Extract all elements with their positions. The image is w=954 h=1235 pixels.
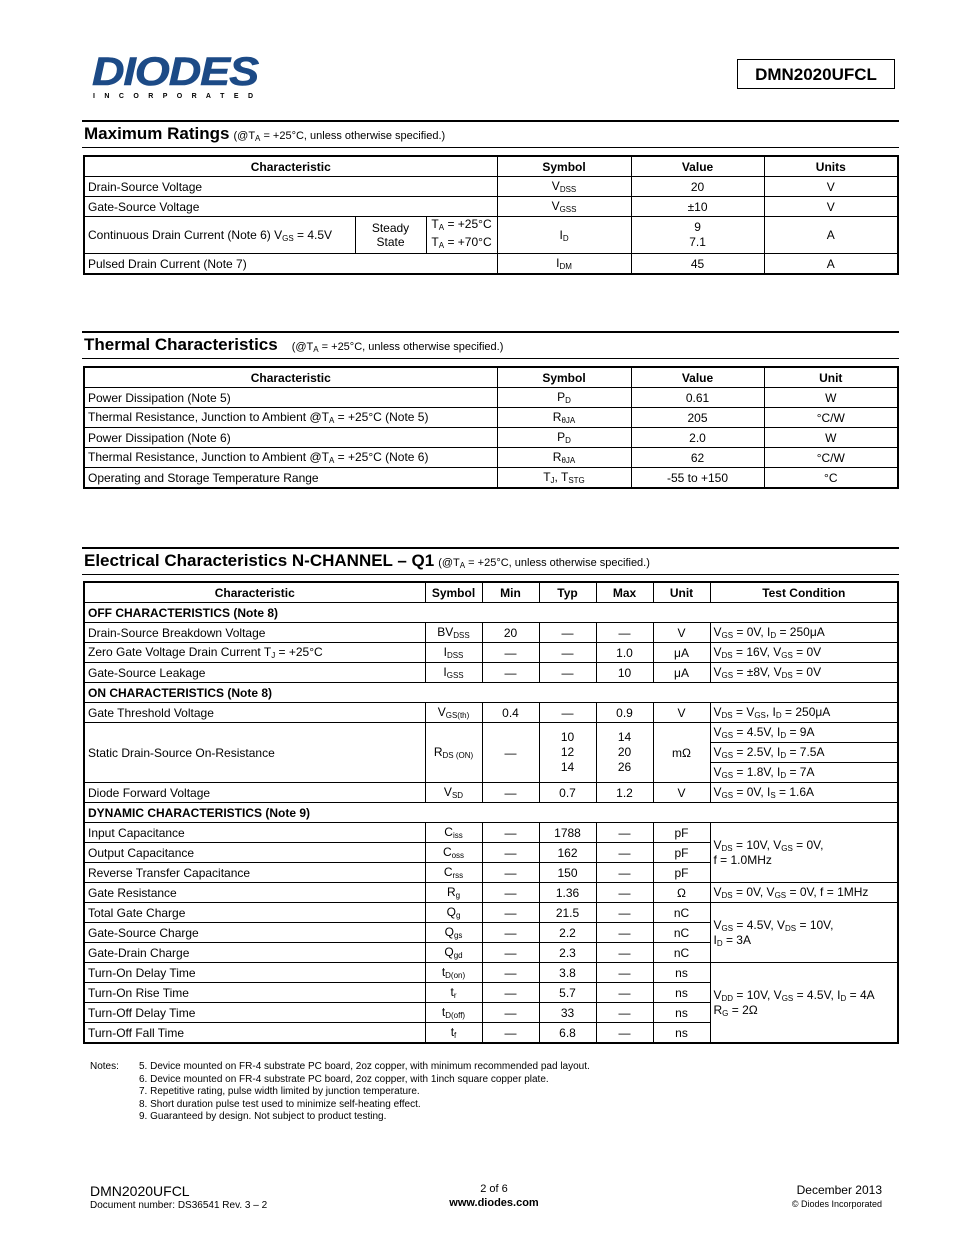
cell-value: 205 bbox=[631, 408, 764, 428]
cell-unit: °C/W bbox=[764, 408, 898, 428]
cell-symbol: $V_{GSS}$ bbox=[497, 197, 631, 217]
section-row bbox=[84, 683, 898, 703]
cell-symbol: $R_{\theta JA}$ bbox=[497, 448, 631, 468]
col-header: Characteristic bbox=[84, 367, 497, 388]
section-row bbox=[84, 803, 898, 823]
col-header: Test Condition bbox=[710, 582, 898, 603]
cell-unit: Ω bbox=[653, 883, 710, 903]
cell-unit: pF bbox=[653, 843, 710, 863]
cell-unit: ns bbox=[653, 1003, 710, 1023]
cell-unit: °C bbox=[764, 468, 898, 489]
cell-min: — bbox=[482, 903, 539, 923]
cell-min: — bbox=[482, 1023, 539, 1044]
table-row bbox=[84, 903, 898, 923]
cell-condition: $V_{GS} = 0V$, $I_D = 250\mu A$ bbox=[710, 623, 898, 643]
cell-min: — bbox=[482, 883, 539, 903]
section-title: Thermal Characteristics bbox=[84, 335, 278, 354]
cell-symbol: $V_{DSS}$ bbox=[497, 177, 631, 197]
cell-min: — bbox=[482, 923, 539, 943]
cell-symbol: $Q_{gs}$ bbox=[425, 923, 482, 943]
cell-typ: — bbox=[539, 663, 596, 683]
cell-characteristic: Turn-On Rise Time bbox=[84, 983, 425, 1003]
cell-unit: V bbox=[764, 197, 898, 217]
cell-typ: 150 bbox=[539, 863, 596, 883]
table-header-row bbox=[84, 367, 898, 388]
col-header: Unit bbox=[764, 367, 898, 388]
table-row bbox=[84, 177, 898, 197]
cell-min: — bbox=[482, 843, 539, 863]
cell-value: 9 7.1 bbox=[631, 217, 764, 254]
col-header: Symbol bbox=[425, 582, 482, 603]
on-characteristics-title: ON CHARACTERISTICS (Note 8) bbox=[84, 683, 898, 703]
cell-symbol: $t_{D(off)}$ bbox=[425, 1003, 482, 1023]
table-row bbox=[84, 723, 898, 743]
cell-unit: pF bbox=[653, 863, 710, 883]
cell-characteristic: Thermal Resistance, Junction to Ambient $@T_A = +25^\circ C$ (Note 6) bbox=[84, 448, 497, 468]
section-rule bbox=[82, 331, 899, 333]
cell-max: — bbox=[596, 843, 653, 863]
table-row bbox=[84, 643, 898, 663]
cell-unit: μA bbox=[653, 643, 710, 663]
cell-min: — bbox=[482, 963, 539, 983]
footer-part-number: DMN2020UFCL bbox=[90, 1183, 190, 1199]
note-item: 9. Guaranteed by design. Not subject to product testing. bbox=[139, 1111, 387, 1123]
table-row bbox=[84, 254, 898, 275]
col-header: Max bbox=[596, 582, 653, 603]
cell-max: — bbox=[596, 863, 653, 883]
cell-max: — bbox=[596, 823, 653, 843]
cell-condition: $V_{GS} = 1.8V$, $I_D = 7A$ bbox=[710, 763, 898, 783]
cell-min: — bbox=[482, 783, 539, 803]
cell-min: — bbox=[482, 663, 539, 683]
table-header-row bbox=[84, 582, 898, 603]
cell-min: — bbox=[482, 1003, 539, 1023]
cell-value: 62 bbox=[631, 448, 764, 468]
cell-unit: A bbox=[764, 254, 898, 275]
table-row bbox=[84, 468, 898, 489]
cell-symbol: $C_{oss}$ bbox=[425, 843, 482, 863]
max-ratings-table bbox=[83, 155, 899, 275]
cell-unit: V bbox=[653, 783, 710, 803]
table-row bbox=[84, 663, 898, 683]
cell-unit: V bbox=[653, 623, 710, 643]
col-header: Unit bbox=[653, 582, 710, 603]
cell-value: 2.0 bbox=[631, 428, 764, 448]
cell-symbol: $T_J$, $T_{STG}$ bbox=[497, 468, 631, 489]
section-row bbox=[84, 603, 898, 623]
svg-text:DIODES: DIODES bbox=[92, 52, 260, 94]
cell-typ: 0.7 bbox=[539, 783, 596, 803]
part-number: DMN2020UFCL bbox=[755, 65, 877, 84]
cell-typ: 3.8 bbox=[539, 963, 596, 983]
cell-typ: 21.5 bbox=[539, 903, 596, 923]
col-header: Units bbox=[764, 156, 898, 177]
cell-unit: V bbox=[764, 177, 898, 197]
cell-symbol: $R_{DS (ON)}$ bbox=[425, 723, 482, 783]
cell-symbol: $t_r$ bbox=[425, 983, 482, 1003]
table-row bbox=[84, 197, 898, 217]
table-row bbox=[84, 408, 898, 428]
table-row bbox=[84, 883, 898, 903]
table-row bbox=[84, 823, 898, 843]
cell-characteristic: Static Drain-Source On-Resistance bbox=[84, 723, 425, 783]
cell-symbol: $V_{SD}$ bbox=[425, 783, 482, 803]
cell-typ: 5.7 bbox=[539, 983, 596, 1003]
cell-unit: W bbox=[764, 388, 898, 408]
diodes-logo bbox=[90, 52, 262, 102]
cell-characteristic: Diode Forward Voltage bbox=[84, 783, 425, 803]
cell-max: — bbox=[596, 1003, 653, 1023]
cell-typ: — bbox=[539, 643, 596, 663]
cell-symbol: $R_{\theta JA}$ bbox=[497, 408, 631, 428]
cell-max: — bbox=[596, 1023, 653, 1044]
cell-characteristic: Gate-Source Leakage bbox=[84, 663, 425, 683]
notes-list bbox=[139, 1061, 590, 1124]
cell-characteristic: Turn-On Delay Time bbox=[84, 963, 425, 983]
cell-characteristic: Reverse Transfer Capacitance bbox=[84, 863, 425, 883]
col-header: Symbol bbox=[497, 367, 631, 388]
cell-condition: $V_{DD} = 10V$, $V_{GS} = 4.5V$, $I_D = 4A$ $R_G = 2\Omega$ bbox=[710, 963, 898, 1044]
cell-unit: ns bbox=[653, 983, 710, 1003]
cell-min: — bbox=[482, 983, 539, 1003]
thermal-heading bbox=[84, 335, 503, 355]
cell-characteristic: Turn-Off Delay Time bbox=[84, 1003, 425, 1023]
cell-typ: 162 bbox=[539, 843, 596, 863]
cell-typ: 1.36 bbox=[539, 883, 596, 903]
cell-unit: μA bbox=[653, 663, 710, 683]
cell-max: 0.9 bbox=[596, 703, 653, 723]
table-row bbox=[84, 388, 898, 408]
cell-value: 45 bbox=[631, 254, 764, 275]
cell-unit: nC bbox=[653, 923, 710, 943]
cell-symbol: $I_D$ bbox=[497, 217, 631, 254]
part-number-box bbox=[737, 59, 895, 89]
cell-characteristic: Gate Threshold Voltage bbox=[84, 703, 425, 723]
cell-symbol: $P_D$ bbox=[497, 388, 631, 408]
cell-max: — bbox=[596, 903, 653, 923]
cell-max: 1.0 bbox=[596, 643, 653, 663]
section-rule bbox=[82, 358, 899, 359]
cell-symbol: $C_{iss}$ bbox=[425, 823, 482, 843]
electrical-table bbox=[83, 581, 899, 1044]
cell-unit: °C/W bbox=[764, 448, 898, 468]
cell-unit: ns bbox=[653, 1023, 710, 1044]
cell-symbol: $BV_{DSS}$ bbox=[425, 623, 482, 643]
cell-value: -55 to +150 bbox=[631, 468, 764, 489]
cell-characteristic: Zero Gate Voltage Drain Current $T_J = +25^\circ C$ bbox=[84, 643, 425, 663]
section-rule bbox=[82, 547, 899, 549]
cell-characteristic: Pulsed Drain Current (Note 7) bbox=[84, 254, 497, 275]
cell-value: 0.61 bbox=[631, 388, 764, 408]
cell-symbol: $V_{GS(th)}$ bbox=[425, 703, 482, 723]
cell-max: — bbox=[596, 983, 653, 1003]
table-row bbox=[84, 428, 898, 448]
cell-condition: $V_{DS} = 0V$, $V_{GS} = 0V$, f = 1MHz bbox=[710, 883, 898, 903]
cell-max: — bbox=[596, 923, 653, 943]
thermal-table bbox=[83, 366, 899, 489]
table-header-row bbox=[84, 156, 898, 177]
cell-condition: $V_{DS} = 16V$, $V_{GS} = 0V$ bbox=[710, 643, 898, 663]
cell-state: Steady State bbox=[355, 217, 426, 254]
cell-characteristic: Thermal Resistance, Junction to Ambient $@T_A = +25^\circ C$ (Note 5) bbox=[84, 408, 497, 428]
cell-symbol: $Q_{gd}$ bbox=[425, 943, 482, 963]
table-row bbox=[84, 623, 898, 643]
cell-max: — bbox=[596, 883, 653, 903]
max-ratings-heading bbox=[84, 124, 445, 144]
cell-min: — bbox=[482, 723, 539, 783]
footer-website-link[interactable]: www.diodes.com bbox=[449, 1197, 539, 1209]
cell-temperature: $T_A = +25^\circ C$ $T_A = +70^\circ C$ bbox=[426, 217, 497, 254]
cell-typ: 2.2 bbox=[539, 923, 596, 943]
section-title: Electrical Characteristics N-CHANNEL – Q1 bbox=[84, 551, 435, 570]
section-condition: ($@T_A = +25^\circ C$, unless otherwise specified.) bbox=[291, 341, 504, 354]
table-row bbox=[84, 783, 898, 803]
cell-characteristic: Total Gate Charge bbox=[84, 903, 425, 923]
note-item: 7. Repetitive rating, pulse width limited by junction temperature. bbox=[139, 1086, 420, 1098]
cell-characteristic: Turn-Off Fall Time bbox=[84, 1023, 425, 1044]
cell-min: — bbox=[482, 863, 539, 883]
cell-symbol: $I_{GSS}$ bbox=[425, 663, 482, 683]
col-header: Characteristic bbox=[84, 582, 425, 603]
cell-symbol: $R_g$ bbox=[425, 883, 482, 903]
cell-typ: 1788 bbox=[539, 823, 596, 843]
cell-symbol: $Q_g$ bbox=[425, 903, 482, 923]
cell-symbol: $C_{rss}$ bbox=[425, 863, 482, 883]
col-header: Value bbox=[631, 367, 764, 388]
cell-typ: 10 12 14 bbox=[539, 723, 596, 783]
section-title: Maximum Ratings bbox=[84, 124, 230, 143]
cell-symbol: $I_{DM}$ bbox=[497, 254, 631, 275]
section-condition: ($@T_A = +25^\circ C$, unless otherwise specified.) bbox=[233, 130, 446, 143]
section-rule bbox=[82, 574, 899, 575]
cell-symbol: $P_D$ bbox=[497, 428, 631, 448]
note-item: 8. Short duration pulse test used to minimize self-heating effect. bbox=[139, 1098, 421, 1110]
col-header: Typ bbox=[539, 582, 596, 603]
cell-unit: mΩ bbox=[653, 723, 710, 783]
cell-unit: nC bbox=[653, 943, 710, 963]
cell-symbol: $t_{D(on)}$ bbox=[425, 963, 482, 983]
cell-min: — bbox=[482, 943, 539, 963]
section-rule bbox=[82, 120, 899, 122]
section-rule bbox=[82, 147, 899, 148]
cell-max: 10 bbox=[596, 663, 653, 683]
cell-condition: $V_{GS} = 4.5V$, $I_D = 9A$ bbox=[710, 723, 898, 743]
col-header: Characteristic bbox=[84, 156, 497, 177]
cell-unit: ns bbox=[653, 963, 710, 983]
cell-condition: $V_{GS} = 0V$, $I_S = 1.6A$ bbox=[710, 783, 898, 803]
cell-characteristic: Output Capacitance bbox=[84, 843, 425, 863]
cell-value: ±10 bbox=[631, 197, 764, 217]
cell-condition: $V_{GS} = 2.5V$, $I_D = 7.5A$ bbox=[710, 743, 898, 763]
cell-condition: $V_{GS} = 4.5V$, $V_{DS} = 10V$, $I_D = 3A$ bbox=[710, 903, 898, 963]
cell-characteristic: Continuous Drain Current (Note 6) $V_{GS} = 4.5V$ bbox=[84, 217, 355, 254]
svg-text:I N C O R P O R A T E D: I N C O R P O R A T E D bbox=[93, 93, 253, 100]
cell-min: 20 bbox=[482, 623, 539, 643]
cell-value: 20 bbox=[631, 177, 764, 197]
note-item: 6. Device mounted on FR-4 substrate PC board, 2oz copper, with 1inch square copper plate. bbox=[139, 1073, 549, 1085]
section-condition: ($@T_A = +25^\circ C$, unless otherwise specified.) bbox=[438, 557, 650, 570]
cell-typ: — bbox=[539, 703, 596, 723]
off-characteristics-title: OFF CHARACTERISTICS (Note 8) bbox=[84, 603, 898, 623]
cell-unit: W bbox=[764, 428, 898, 448]
cell-characteristic: Power Dissipation (Note 6) bbox=[84, 428, 497, 448]
cell-characteristic: Drain-Source Breakdown Voltage bbox=[84, 623, 425, 643]
table-row bbox=[84, 217, 898, 254]
cell-max: — bbox=[596, 963, 653, 983]
col-header: Min bbox=[482, 582, 539, 603]
cell-condition: $V_{DS} = V_{GS}$, $I_D = 250\mu A$ bbox=[710, 703, 898, 723]
col-header: Value bbox=[631, 156, 764, 177]
col-header: Symbol bbox=[497, 156, 631, 177]
dynamic-characteristics-title: DYNAMIC CHARACTERISTICS (Note 9) bbox=[84, 803, 898, 823]
cell-unit: V bbox=[653, 703, 710, 723]
cell-characteristic: Drain-Source Voltage bbox=[84, 177, 497, 197]
cell-typ: — bbox=[539, 623, 596, 643]
cell-condition: $V_{GS} = \pm 8V$, $V_{DS} = 0V$ bbox=[710, 663, 898, 683]
notes-label: Notes: bbox=[90, 1061, 119, 1072]
table-row bbox=[84, 703, 898, 723]
cell-typ: 2.3 bbox=[539, 943, 596, 963]
cell-characteristic: Gate-Source Charge bbox=[84, 923, 425, 943]
table-row bbox=[84, 963, 898, 983]
cell-max: 1.2 bbox=[596, 783, 653, 803]
cell-characteristic: Gate-Source Voltage bbox=[84, 197, 497, 217]
cell-characteristic: Gate Resistance bbox=[84, 883, 425, 903]
cell-typ: 33 bbox=[539, 1003, 596, 1023]
cell-characteristic: Gate-Drain Charge bbox=[84, 943, 425, 963]
cell-unit: pF bbox=[653, 823, 710, 843]
note-item: 5. Device mounted on FR-4 substrate PC board, 2oz copper, with minimum recommended pad layout. bbox=[139, 1061, 590, 1072]
footer-copyright: © Diodes Incorporated bbox=[791, 1199, 882, 1209]
cell-unit: A bbox=[764, 217, 898, 254]
cell-symbol: $t_f$ bbox=[425, 1023, 482, 1044]
footer-page-number: 2 of 6 bbox=[480, 1183, 508, 1195]
cell-min: — bbox=[482, 643, 539, 663]
footer-date: December 2013 bbox=[796, 1183, 882, 1197]
cell-typ: 6.8 bbox=[539, 1023, 596, 1044]
cell-min: — bbox=[482, 823, 539, 843]
cell-characteristic: Power Dissipation (Note 5) bbox=[84, 388, 497, 408]
cell-max: — bbox=[596, 623, 653, 643]
cell-characteristic: Operating and Storage Temperature Range bbox=[84, 468, 497, 489]
cell-max: 14 20 26 bbox=[596, 723, 653, 783]
cell-min: 0.4 bbox=[482, 703, 539, 723]
table-row bbox=[84, 448, 898, 468]
footer-document-number: Document number: DS36541 Rev. 3 – 2 bbox=[90, 1200, 268, 1211]
cell-characteristic: Input Capacitance bbox=[84, 823, 425, 843]
cell-unit: nC bbox=[653, 903, 710, 923]
cell-max: — bbox=[596, 943, 653, 963]
cell-symbol: $I_{DSS}$ bbox=[425, 643, 482, 663]
electrical-heading bbox=[84, 551, 650, 571]
cell-condition: $V_{DS} = 10V$, $V_{GS} = 0V$, f = 1.0MHz bbox=[710, 823, 898, 883]
